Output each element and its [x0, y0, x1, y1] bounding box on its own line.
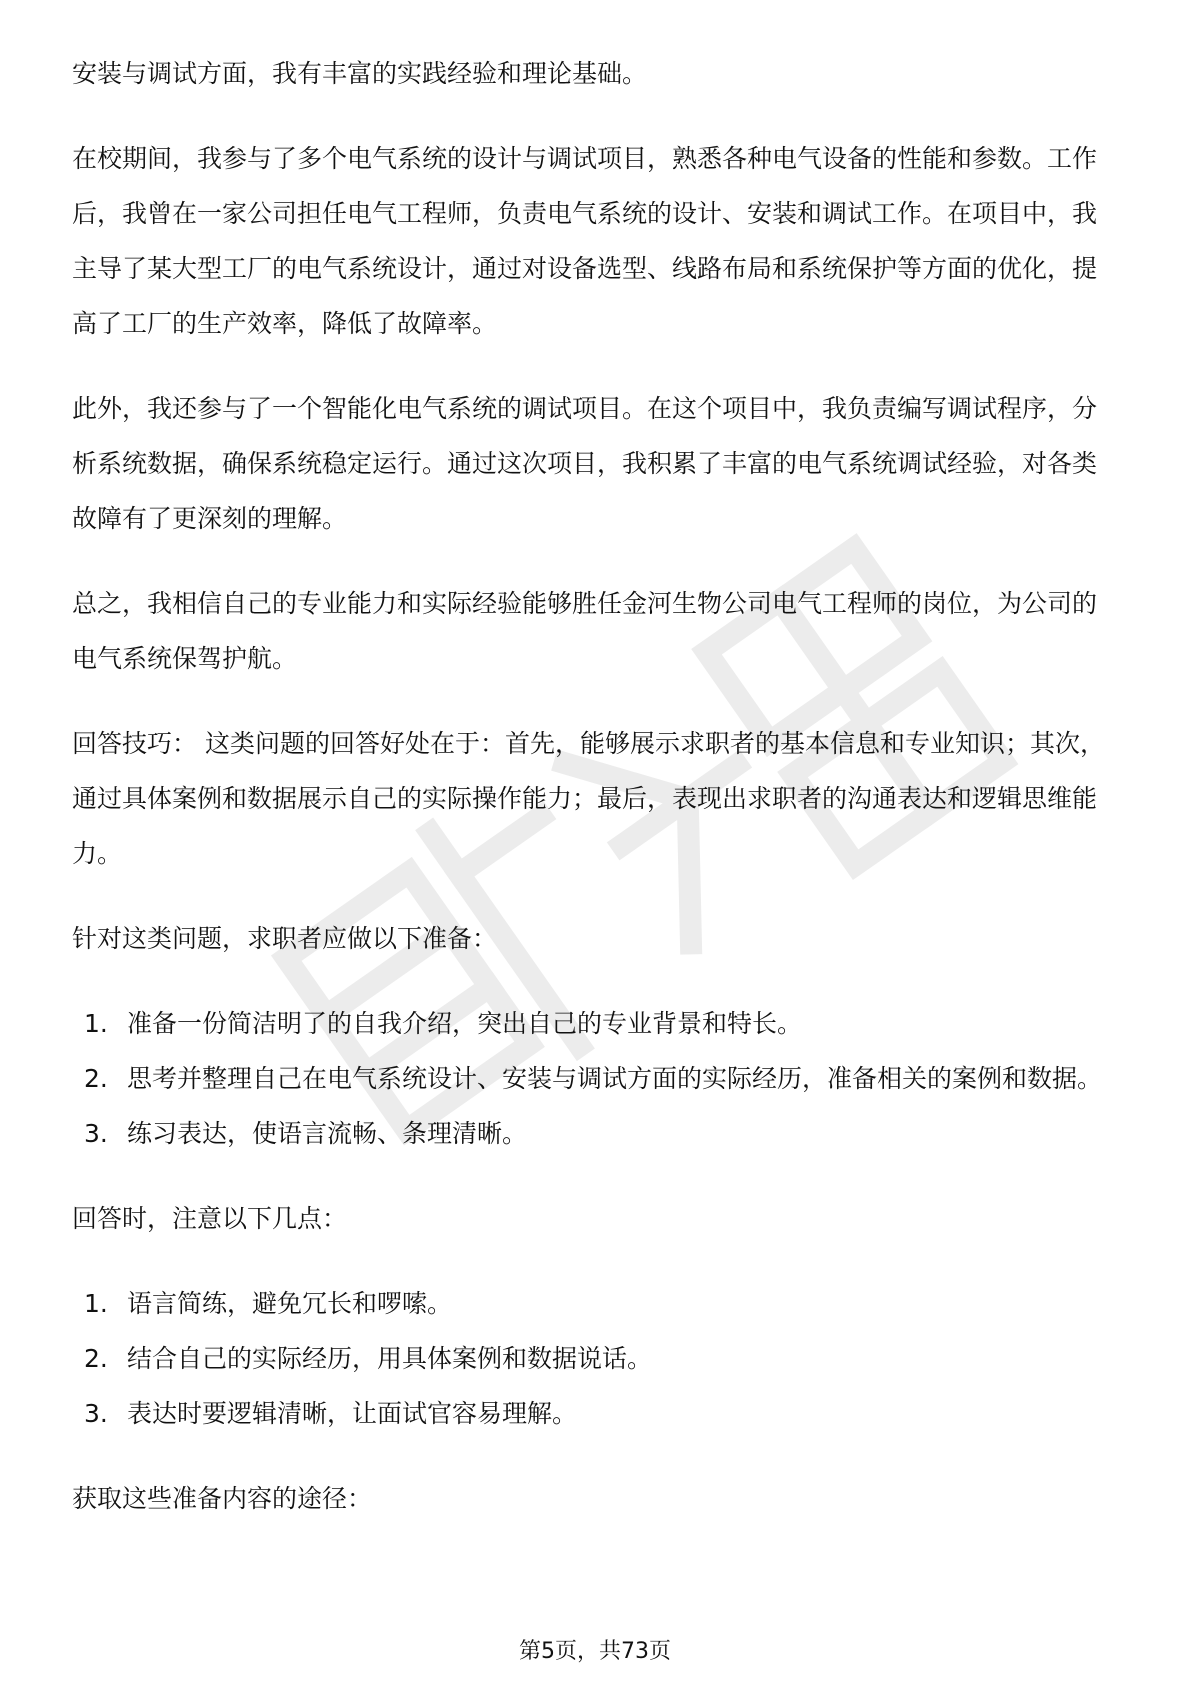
paragraph-intro-end: 安装与调试方面，我有丰富的实践经验和理论基础。 [72, 59, 648, 88]
prep-list [72, 996, 1118, 1161]
list-item-number: 1. [84, 1289, 108, 1318]
answer-list [72, 1276, 1118, 1441]
list-item-text: 表达时要逻辑清晰，让面试官容易理解。 [127, 1399, 578, 1428]
paragraph-conclusion: 总之，我相信自己的专业能力和实际经验能够胜任金河生物公司电气工程师的岗位，为公司的电气系统保驾护航。 [72, 589, 1098, 673]
list-item [72, 1386, 1118, 1441]
list-item [72, 1106, 1118, 1161]
list-item-number: 2. [84, 1344, 108, 1373]
list-item [72, 1276, 1118, 1331]
list-item [72, 1051, 1118, 1106]
list-item-text: 结合自己的实际经历，用具体案例和数据说话。 [127, 1344, 653, 1373]
paragraph-experience: 在校期间，我参与了多个电气系统的设计与调试项目，熟悉各种电气设备的性能和参数。工作后，我曾在一家公司担任电气工程师，负责电气系统的设计、安装和调试工作。在项目中，我主导了某大型工厂的电气系统设计，通过对设备选型、线路布局和系统保护等方面的优化，提高了工厂的生产效率，降低了故障率。 [72, 144, 1098, 338]
list-item-number: 2. [84, 1064, 108, 1093]
paragraph-answer-tips: 回答技巧： 这类问题的回答好处在于：首先，能够展示求职者的基本信息和专业知识；其次，通过具体案例和数据展示自己的实际操作能力；最后，表现出求职者的沟通表达和逻辑思维能力。 [72, 729, 1105, 868]
paragraph-closing: 获取这些准备内容的途径： [72, 1484, 373, 1513]
list-item-number: 3. [84, 1399, 108, 1428]
page-number-footer: 第5页，共73页 [519, 1639, 671, 1664]
document-body [72, 46, 1118, 1556]
list-item-text: 语言简练，避免冗长和啰嗦。 [127, 1289, 453, 1318]
list-item-number: 1. [84, 1009, 108, 1038]
list-item [72, 1331, 1118, 1386]
list-item-text: 思考并整理自己在电气系统设计、安装与调试方面的实际经历，准备相关的案例和数据。 [127, 1064, 1103, 1093]
paragraph-answer-intro: 回答时，注意以下几点： [72, 1204, 348, 1233]
list-item-text: 准备一份简洁明了的自我介绍，突出自己的专业背景和特长。 [127, 1009, 803, 1038]
paragraph-smart-system: 此外，我还参与了一个智能化电气系统的调试项目。在这个项目中，我负责编写调试程序，分析系统数据，确保系统稳定运行。通过这次项目，我积累了丰富的电气系统调试经验，对各类故障有了更深刻的理解。 [72, 394, 1098, 533]
list-item-number: 3. [84, 1119, 108, 1148]
paragraph-prep-intro: 针对这类问题，求职者应做以下准备： [72, 924, 498, 953]
list-item [72, 996, 1118, 1051]
list-item-text: 练习表达，使语言流畅、条理清晰。 [127, 1119, 528, 1148]
